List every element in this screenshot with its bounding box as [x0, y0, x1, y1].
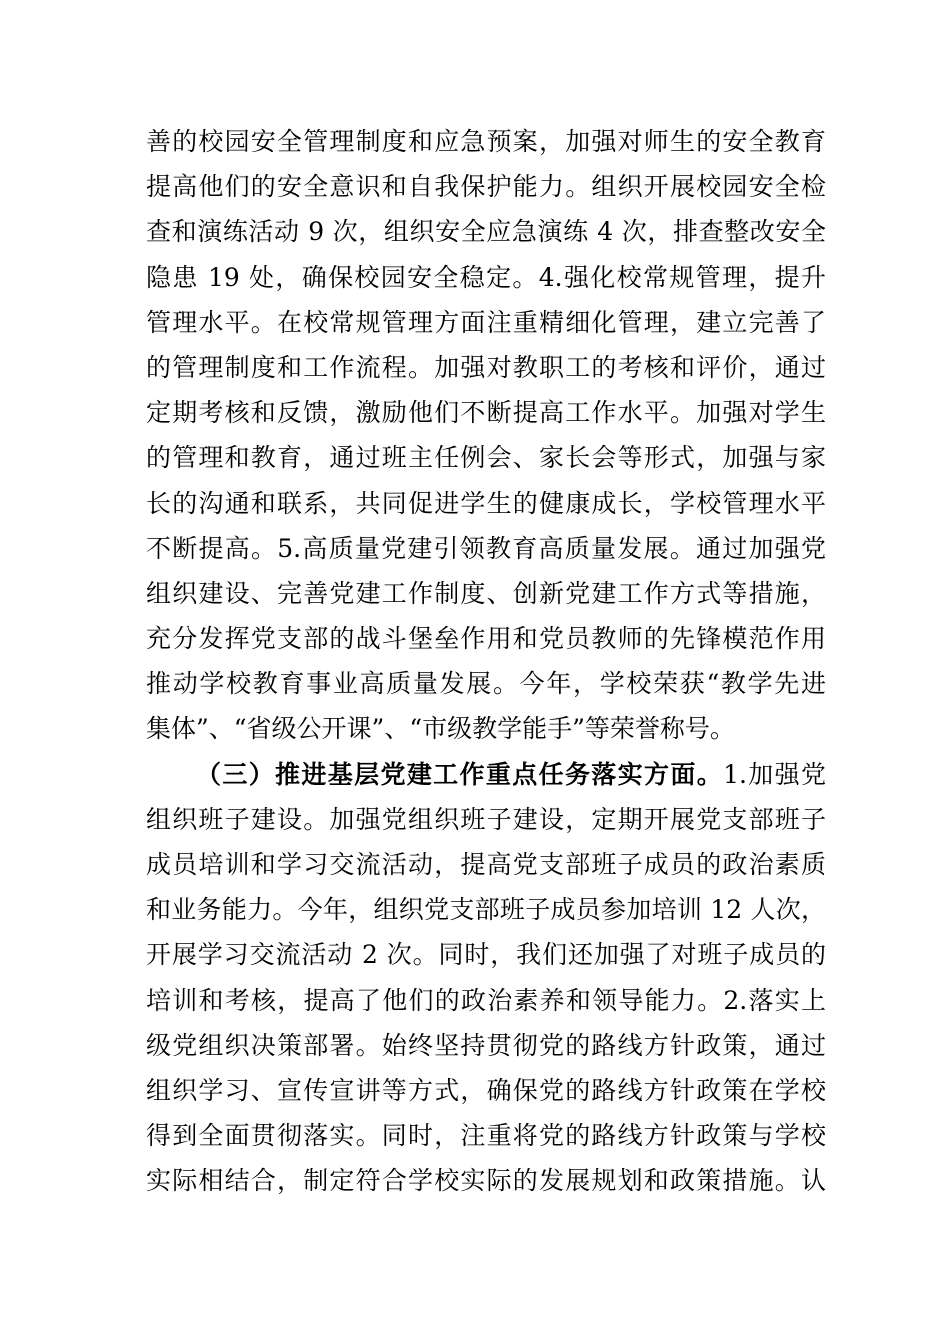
body-line: 查和演练活动 9 次，组织安全应急演练 4 次，排查整改安全 — [146, 217, 826, 247]
body-line: 的管理制度和工作流程。加强对教职工的考核和评价，通过 — [146, 352, 826, 382]
body-line: 的管理和教育，通过班主任例会、家长会等形式，加强与家 — [146, 443, 826, 473]
section-3-first-line — [146, 752, 826, 797]
section-3-heading: （三）推进基层党建工作重点任务落实方面。 — [196, 759, 724, 789]
body-line: 培训和考核，提高了他们的政治素养和领导能力。2.落实上 — [146, 985, 826, 1015]
body-line: 实际相结合，制定符合学校实际的发展规划和政策措施。认 — [146, 1166, 826, 1196]
body-line: 成员培训和学习交流活动，提高党支部班子成员的政治素质 — [146, 850, 826, 879]
body-line: 长的沟通和联系，共同促进学生的健康成长，学校管理水平 — [146, 488, 826, 518]
body-line: 组织建设、完善党建工作制度、创新党建工作方式等措施， — [146, 578, 826, 608]
body-line: 提高他们的安全意识和自我保护能力。组织开展校园安全检 — [146, 172, 826, 202]
body-line: 定期考核和反馈，激励他们不断提高工作水平。加强对学生 — [146, 398, 826, 428]
body-line: 隐患 19 处，确保校园安全稳定。4.强化校常规管理，提升 — [146, 262, 826, 292]
body-line: 得到全面贯彻落实。同时，注重将党的路线方针政策与学校 — [146, 1121, 826, 1151]
body-line: 组织学习、宣传宣讲等方式，确保党的路线方针政策在学校 — [146, 1075, 826, 1105]
section-3-first-line-rest: 1.加强党 — [723, 759, 826, 789]
body-line: 组织班子建设。加强党组织班子建设，定期开展党支部班子 — [146, 804, 826, 834]
body-line: 级党组织决策部署。始终坚持贯彻党的路线方针政策，通过 — [146, 1030, 826, 1060]
body-line: 集体”、“省级公开课”、“市级教学能手”等荣誉称号。 — [146, 714, 735, 744]
body-line: 开展学习交流活动 2 次。同时，我们还加强了对班子成员的 — [146, 940, 826, 970]
document-body — [146, 119, 826, 1204]
body-line: 善的校园安全管理制度和应急预案，加强对师生的安全教育 — [146, 127, 826, 156]
body-line: 充分发挥党支部的战斗堡垒作用和党员教师的先锋模范作用 — [146, 624, 826, 654]
body-line: 推动学校教育事业高质量发展。今年，学校荣获“教学先进 — [146, 669, 826, 699]
body-line: 管理水平。在校常规管理方面注重精细化管理，建立完善了 — [146, 307, 826, 337]
body-line: 和业务能力。今年，组织党支部班子成员参加培训 12 人次， — [146, 895, 826, 925]
body-line: 不断提高。5.高质量党建引领教育高质量发展。通过加强党 — [146, 533, 826, 563]
